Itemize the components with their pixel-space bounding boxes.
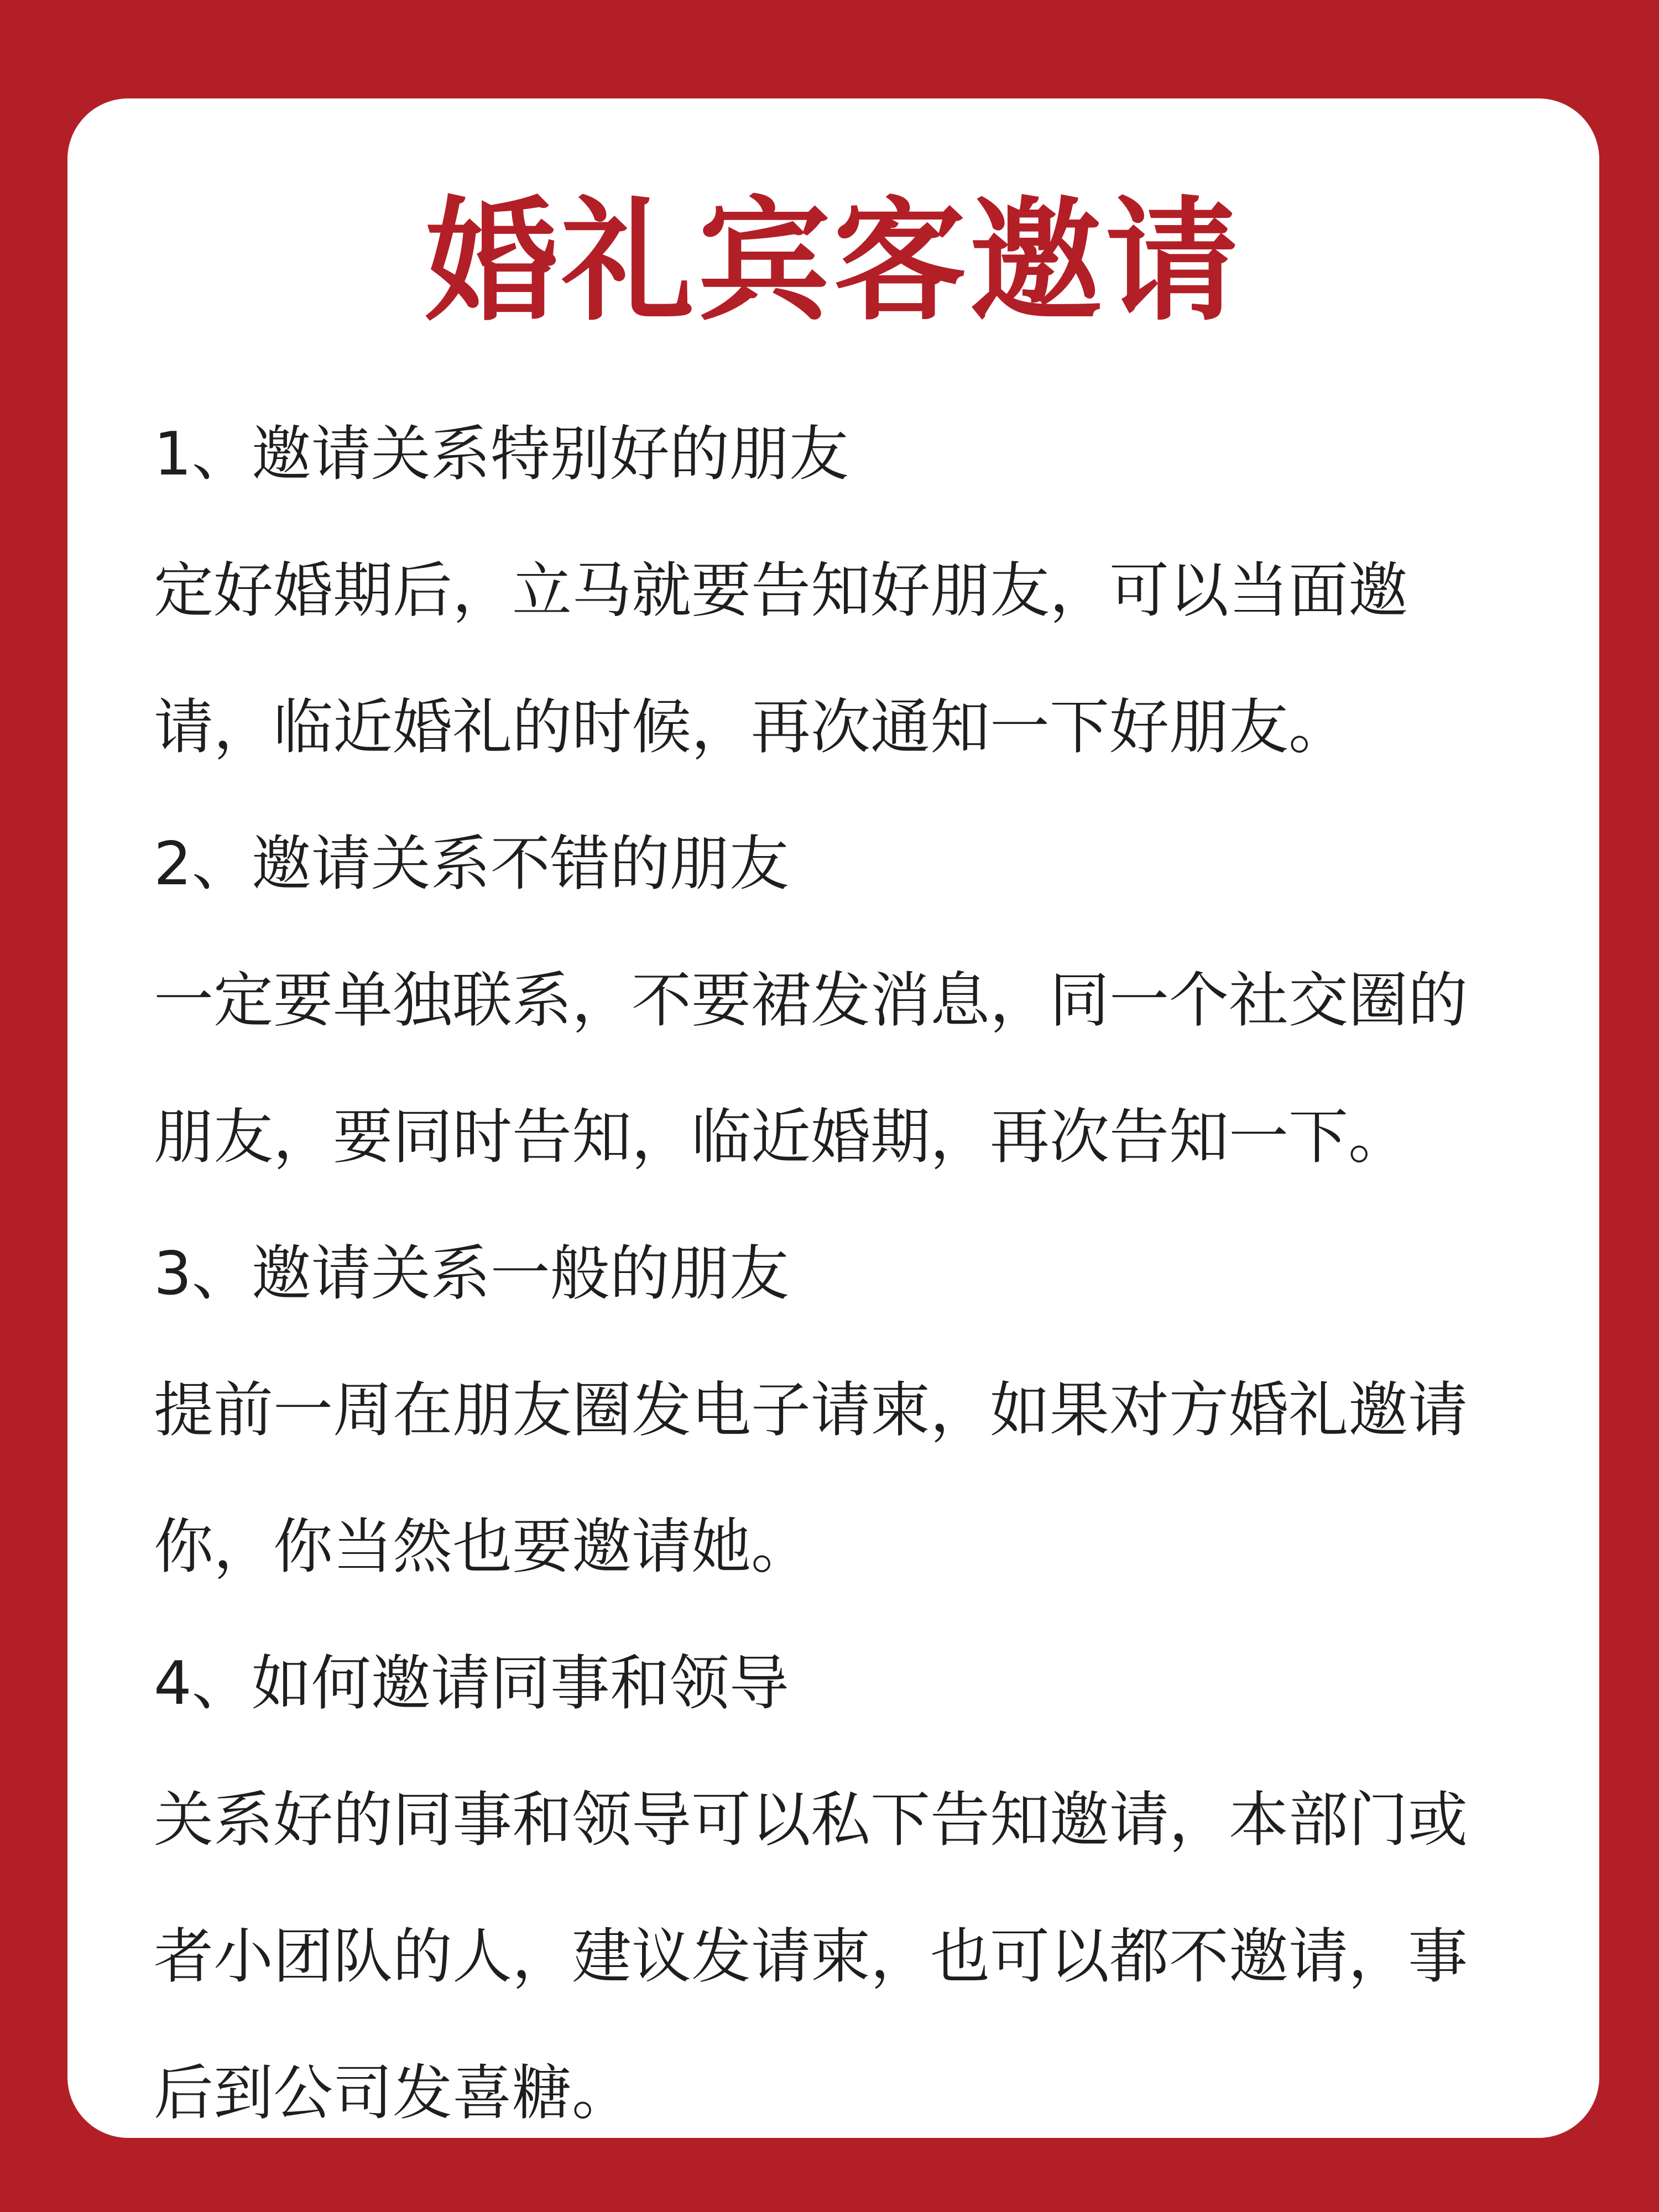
text-line: 你，你当然也要邀请她。 [154, 1512, 811, 1582]
content-card [67, 98, 1599, 2138]
section-heading: 2、邀请关系不错的朋友 [154, 830, 789, 899]
section-1 [154, 386, 1505, 796]
text-line: 一定要单独联系，不要裙发消息，同一个社交圈的 [154, 966, 1468, 1035]
section-heading: 3、邀请关系一般的朋友 [154, 1239, 789, 1308]
page-title: 婚礼宾客邀请 [425, 184, 1241, 339]
text-line: 后到公司发喜糖。 [154, 2059, 632, 2128]
section-4 [154, 1615, 1505, 2162]
text-line: 关系好的同事和领导可以私下告知邀请，本部门或 [154, 1786, 1468, 1855]
article-body [154, 386, 1505, 2162]
section-3 [154, 1206, 1505, 1615]
section-text [154, 932, 1505, 1206]
section-text [154, 523, 1505, 796]
text-line: 者小团队的人，建议发请柬，也可以都不邀请，事 [154, 1922, 1468, 1991]
text-line: 提前一周在朋友圈发电子请柬，如果对方婚礼邀请 [154, 1376, 1468, 1445]
text-line: 朋友，要同时告知，临近婚期，再次告知一下。 [154, 1103, 1408, 1172]
section-text [154, 1342, 1505, 1615]
text-line: 定好婚期后，立马就要告知好朋友，可以当面邀 [154, 556, 1408, 625]
section-heading: 1、邀请关系特别好的朋友 [154, 420, 849, 489]
section-text [154, 1752, 1505, 2162]
text-line: 请，临近婚礼的时候，再次通知一下好朋友。 [154, 693, 1349, 762]
section-heading: 4、如何邀请同事和领导 [154, 1649, 789, 1718]
section-2 [154, 796, 1505, 1206]
